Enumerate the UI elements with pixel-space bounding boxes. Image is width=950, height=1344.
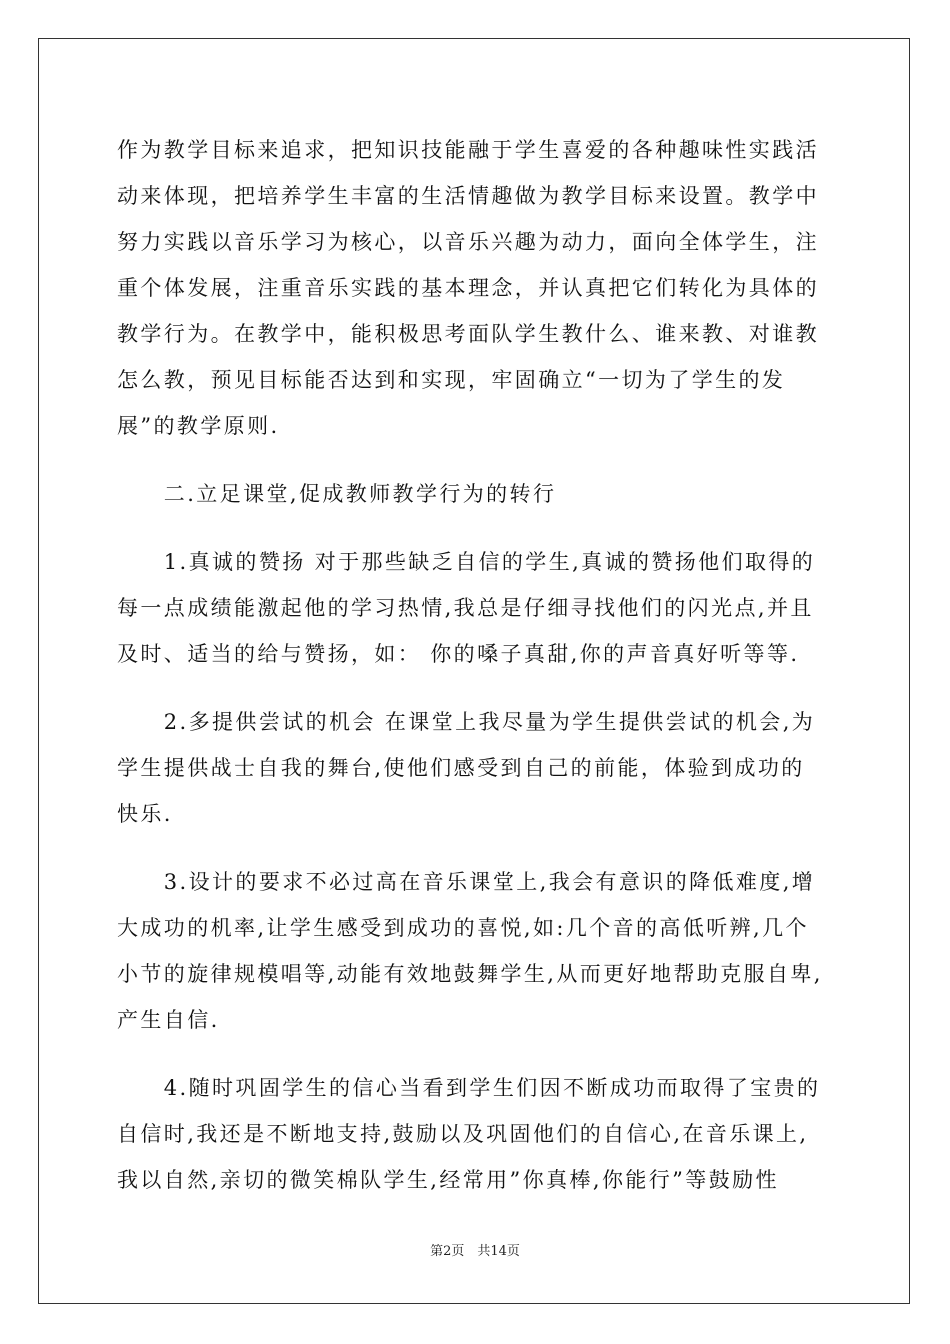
paragraph-line: 动来体现，把培养学生丰富的生活情趣做为教学目标来设置。教学中 (117, 184, 819, 208)
paragraph-gap (117, 677, 837, 699)
paragraph-line: 4.随时巩固学生的信心当看到学生们因不断成功而取得了宝贵的 (117, 1076, 821, 1100)
paragraph-line: 教学行为。在教学中，能积极思考面队学生教什么、谁来教、对谁教 (117, 322, 819, 346)
paragraph-line: 努力实践以音乐学习为核心，以音乐兴趣为动力，面向全体学生，注 (117, 230, 819, 254)
page-number: 第2页 共14页 (430, 1244, 520, 1259)
paragraph-gap (117, 1043, 837, 1065)
paragraph-line: 怎么教，预见目标能否达到和实现，牢固确立“一切为了学生的发 (117, 368, 786, 392)
paragraph-line: 大成功的机率,让学生感受到成功的喜悦,如:几个音的高低听辨,几个 (117, 916, 809, 940)
paragraph-gap (117, 517, 837, 539)
paragraph-line: 自信时,我还是不断地支持,鼓励以及巩固他们的自信心,在音乐课上, (117, 1122, 809, 1146)
paragraph-line: 展”的教学原则. (117, 414, 280, 438)
paragraph-gap (117, 449, 837, 471)
document-body (117, 127, 837, 1203)
paragraph-line: 重个体发展，注重音乐实践的基本理念，并认真把它们转化为具体的 (117, 276, 819, 300)
paragraph-gap (117, 837, 837, 859)
paragraph-line: 2.多提供尝试的机会 在课堂上我尽量为学生提供尝试的机会,为 (117, 710, 816, 734)
paragraph-line: 快乐. (117, 802, 173, 826)
paragraph-line: 小节的旋律规模唱等,动能有效地鼓舞学生,从而更好地帮助克服自卑, (117, 962, 823, 986)
section-heading: 二.立足课堂,促成教师教学行为的转行 (117, 482, 557, 506)
paragraph-line: 3.设计的要求不必过高在音乐课堂上,我会有意识的降低难度,增 (117, 870, 816, 894)
paragraph-line: 及时、适当的给与赞扬，如： 你的嗓子真甜,你的声音真好听等等. (117, 642, 800, 666)
paragraph-line: 1.真诚的赞扬 对于那些缺乏自信的学生,真诚的赞扬他们取得的 (117, 550, 816, 574)
paragraph-line: 学生提供战士自我的舞台,使他们感受到自己的前能，体验到成功的 (117, 756, 805, 780)
paragraph-line: 每一点成绩能激起他的学习热情,我总是仔细寻找他们的闪光点,并且 (117, 596, 814, 620)
paragraph-line: 我以自然,亲切的微笑棉队学生,经常用”你真棒,你能行”等鼓励性 (117, 1168, 779, 1192)
paragraph-line: 产生自信. (117, 1008, 220, 1032)
paragraph-line: 作为教学目标来追求，把知识技能融于学生喜爱的各种趣味性实践活 (117, 138, 819, 162)
